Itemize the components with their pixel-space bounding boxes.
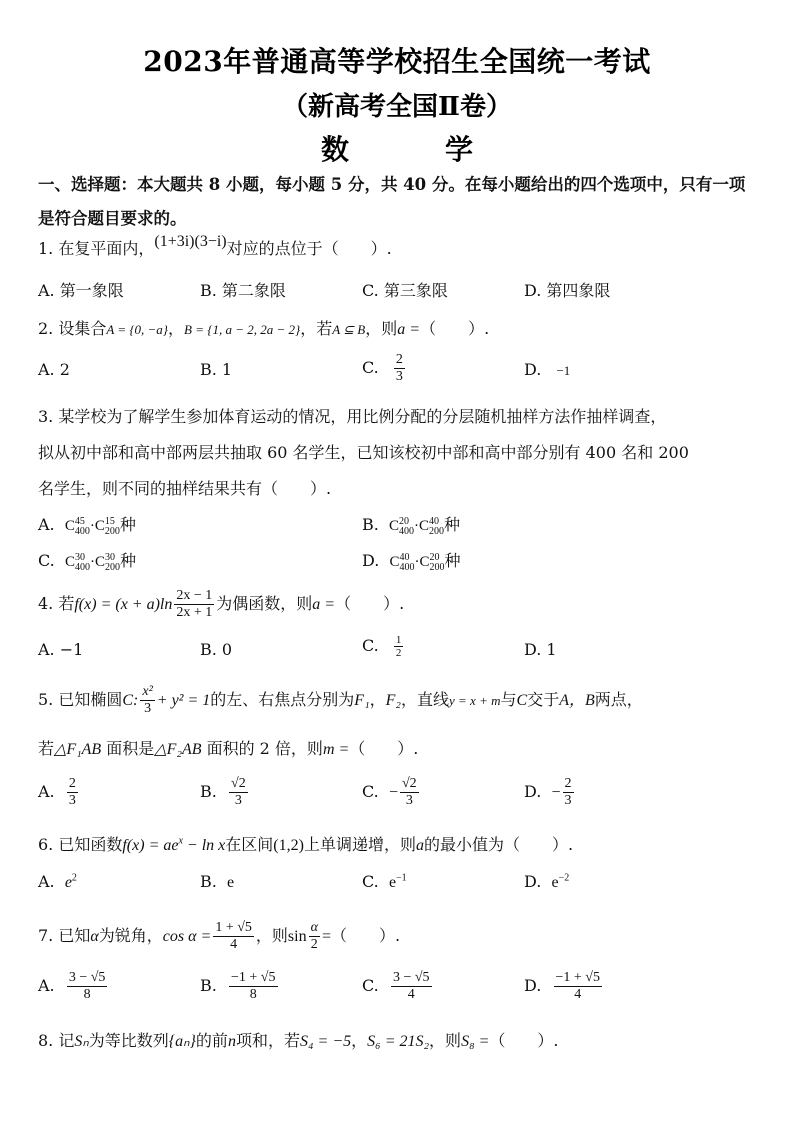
q2-mid2: ，则 <box>365 319 398 338</box>
q7-suffix: （ ）. <box>330 926 401 945</box>
q2-prefix: 2. 设集合 <box>38 319 107 338</box>
q5-c-num: √2 <box>401 776 417 791</box>
q2-option-c-fraction <box>394 352 405 385</box>
q1-option-a[interactable]: A. 第一象限 <box>38 281 124 300</box>
q8-n: n <box>227 1033 236 1050</box>
subject-title: 数学 <box>320 133 569 166</box>
q7-cos-fraction <box>213 920 254 953</box>
q1-option-d[interactable]: D. 第四象限 <box>524 281 611 300</box>
q3-c-label: C. <box>38 551 55 570</box>
q4-suffix: （ ）. <box>335 594 405 613</box>
q5-d-label: D. <box>524 782 542 801</box>
q7-b-num: −1 + √5 <box>231 970 276 985</box>
q8-prefix: 8. 记 <box>38 1031 75 1050</box>
q7-alpha: α <box>90 928 99 945</box>
q2-mid: ，若 <box>300 319 333 338</box>
q5-ellipse-post: + y² = 1 <box>156 692 211 709</box>
q7-option-c[interactable] <box>362 970 434 1003</box>
q5-mid2: ，直线 <box>401 690 450 709</box>
q7-b-label: B. <box>200 976 217 995</box>
q5-b-num: √2 <box>231 776 246 791</box>
q5-option-b[interactable] <box>200 776 250 809</box>
q5-points: A，B <box>559 692 595 709</box>
q5-ellipse-pre: C: <box>122 692 139 709</box>
question-5-line-1 <box>38 684 643 717</box>
q7-d-fraction <box>554 970 602 1003</box>
q3-b-c2-bot: 200 <box>429 525 445 537</box>
q3-a-c2-top: 15 <box>104 515 115 527</box>
q3-c-unit: 种 <box>119 551 136 570</box>
q7-option-d[interactable] <box>524 970 604 1003</box>
q8-mid3: 项和，若 <box>235 1031 300 1050</box>
question-7 <box>38 920 400 953</box>
q5-ellipse-num: x² <box>142 684 153 699</box>
q4-option-c[interactable] <box>362 634 405 659</box>
q6-c-label: C. <box>362 872 379 891</box>
q5-mid3: 与 <box>500 690 517 709</box>
q5-d-fraction <box>563 776 574 809</box>
q7-d-label: D. <box>524 976 542 995</box>
q7-a-fraction <box>67 970 108 1003</box>
q5-a-fraction <box>67 776 78 809</box>
q3-option-b[interactable]: B. C 20 400 ·C 40 200 种 <box>362 515 461 537</box>
q3-option-a[interactable]: A. C 45 400 ·C 15 200 种 <box>38 515 136 537</box>
q2-option-c-label: C. <box>362 358 379 377</box>
q6-a-base: e <box>64 874 72 891</box>
q3-a-c2-bot: 200 <box>104 525 120 537</box>
q6-b-base: e <box>227 874 235 891</box>
q2-suffix: （ ）. <box>420 319 490 338</box>
q6-suffix: 的最小值为（ ）. <box>423 835 574 854</box>
q4-frac-num: 2x − 1 <box>176 588 213 603</box>
q3-b-c1-bot: 400 <box>399 525 415 537</box>
question-2 <box>38 316 489 339</box>
q3-d-unit: 种 <box>444 551 461 570</box>
q3-c-c2-top: 30 <box>104 551 115 563</box>
q6-a: a <box>415 837 424 854</box>
q6-option-d[interactable] <box>524 872 569 892</box>
q5-ask: m = <box>322 741 350 758</box>
q7-d-den: 4 <box>574 987 582 1002</box>
q7-prefix: 7. 已知 <box>38 926 91 945</box>
q2-option-b[interactable]: B. 1 <box>200 360 233 379</box>
q3-option-d[interactable]: D. C 40 400 ·C 20 200 种 <box>362 551 461 573</box>
q7-cos: cos α = <box>162 928 212 945</box>
q3-a-c1-bot: 400 <box>74 525 90 537</box>
question-1 <box>38 233 392 259</box>
q7-sin-num: α <box>310 920 318 935</box>
q2-option-d[interactable] <box>524 360 570 379</box>
q6-option-b[interactable] <box>200 872 234 892</box>
q6-b-label: B. <box>200 872 217 891</box>
q2-c-den: 3 <box>395 369 403 384</box>
q3-c-c1-top: 30 <box>74 551 85 563</box>
q7-eq: = <box>321 928 331 945</box>
q6-d-exp: −2 <box>558 872 570 884</box>
q4-c-num: 1 <box>395 634 402 646</box>
q5-c-fraction <box>400 776 419 809</box>
q5-a-den: 3 <box>68 793 76 808</box>
q4-option-d[interactable]: D. 1 <box>524 640 557 659</box>
q3-d-c2-bot: 200 <box>429 561 445 573</box>
q6-option-a[interactable] <box>38 872 77 892</box>
q5-f1: F₁ <box>354 692 370 709</box>
q7-c-label: C. <box>362 976 379 995</box>
q5-c-sign: − <box>388 784 398 801</box>
q6-expr: f(x) = ae <box>122 837 179 854</box>
q5-line2-mid2: 面积的 2 倍，则 <box>201 739 323 758</box>
q7-c-num: 3 − √5 <box>392 970 430 985</box>
q5-d-num: 2 <box>564 776 572 791</box>
q4-option-a[interactable]: A. −1 <box>38 640 84 659</box>
q7-cos-num: 1 + √5 <box>215 920 252 935</box>
q3-c-c1-bot: 400 <box>74 561 90 573</box>
q7-d-num: −1 + √5 <box>555 970 600 985</box>
q6-expr2: − ln x <box>182 837 226 854</box>
q2-c-num: 2 <box>395 352 403 367</box>
q1-expr: (1+3i)(3−i) <box>154 233 227 250</box>
q5-mid1: 的左、右焦点分别为 <box>210 690 355 709</box>
q6-option-c[interactable] <box>362 872 407 892</box>
q3-b-c2-top: 40 <box>429 515 440 527</box>
q3-d-c1-top: 40 <box>399 551 410 563</box>
q7-sin: sin <box>287 928 307 945</box>
q5-option-c[interactable] <box>362 776 421 809</box>
q5-option-a[interactable] <box>38 776 80 809</box>
q3-b-unit: 种 <box>444 515 461 534</box>
q7-mid: 为锐角， <box>98 926 163 945</box>
question-4 <box>38 588 404 621</box>
q4-fraction <box>174 588 214 621</box>
question-6 <box>38 832 573 855</box>
q6-a-exp: 2 <box>71 872 77 884</box>
q5-d-sign: − <box>551 784 561 801</box>
q6-interval: (1,2) <box>273 837 304 854</box>
q2-option-c[interactable] <box>362 352 407 385</box>
q6-c-exp: −1 <box>396 872 407 884</box>
q1-suffix: 对应的点位于（ ）. <box>226 239 392 258</box>
q2-option-a[interactable]: A. 2 <box>38 360 70 379</box>
q5-mid5: 两点， <box>594 690 643 709</box>
q4-c-den: 2 <box>395 647 402 659</box>
exam-subtitle: （新高考全国Ⅱ卷） <box>282 92 512 122</box>
q4-option-b[interactable]: B. 0 <box>200 640 233 659</box>
q4-expr: f(x) = (x + a)ln <box>74 596 173 613</box>
q4-ask: a = <box>312 596 336 613</box>
q6-exp: x <box>178 835 183 847</box>
q3-a-c1-top: 45 <box>74 515 85 527</box>
q5-tri2: △F₂AB <box>154 741 202 758</box>
q2-cond: A ⊆ B <box>332 322 366 337</box>
exam-title: 2023年普通高等学校招生全国统一考试 <box>143 45 651 78</box>
q7-c-fraction <box>391 970 432 1003</box>
q6-d-label: D. <box>524 872 542 891</box>
q7-b-fraction <box>229 970 277 1003</box>
q4-frac-den: 2x + 1 <box>176 605 213 620</box>
q5-tri1: △F₁AB <box>54 741 102 758</box>
q7-mid2: ，则 <box>255 926 288 945</box>
q7-sin-fraction <box>309 920 320 953</box>
q4-mid: 为偶函数，则 <box>216 594 313 613</box>
q7-a-label: A. <box>38 976 55 995</box>
q5-c-label: C. <box>362 782 379 801</box>
q8-mid2: 的前 <box>195 1031 228 1050</box>
q5-ellipse-den: 3 <box>144 701 152 716</box>
q3-b-c1-top: 20 <box>399 515 410 527</box>
q8-mid4: ，则 <box>429 1031 462 1050</box>
q5-a-num: 2 <box>68 776 76 791</box>
question-3-line-2: 拟从初中部和高中部两层共抽取 60 名学生，已知该校初中部和高中部分别有 400 名和 200 <box>38 443 689 462</box>
q8-suffix: （ ）. <box>489 1031 559 1050</box>
question-8 <box>38 1028 559 1051</box>
q6-prefix: 6. 已知函数 <box>38 835 123 854</box>
q2-set-b: B = {1, a − 2, 2a − 2} <box>184 322 301 337</box>
q5-line2-pre: 若 <box>38 739 55 758</box>
q5-ellipse-fraction <box>140 684 154 717</box>
q7-b-den: 8 <box>249 987 257 1002</box>
q5-b-label: B. <box>200 782 217 801</box>
q8-sn: Sₙ <box>74 1033 89 1050</box>
q5-d-den: 3 <box>564 793 572 808</box>
question-5-line-2 <box>38 736 418 759</box>
q5-b-fraction <box>229 776 248 809</box>
q3-a-label: A. <box>38 515 55 534</box>
q6-c-base: e <box>388 874 397 891</box>
q5-line2-mid: 面积是 <box>101 739 155 758</box>
q3-option-c[interactable]: C. C 30 400 ·C 30 200 种 <box>38 551 136 573</box>
q7-a-num: 3 − √5 <box>68 970 106 985</box>
q7-option-a[interactable] <box>38 970 109 1003</box>
q7-cos-den: 4 <box>230 937 238 952</box>
q5-a-label: A. <box>38 782 55 801</box>
q7-a-den: 8 <box>83 987 91 1002</box>
section-heading: 一、选择题：本大题共 8 小题，每小题 5 分，共 40 分。在每小题给出的四个选项中，只有一项是符合题目要求的。 <box>38 175 746 228</box>
q5-sep: ， <box>369 690 386 709</box>
question-3-line-1: 3. 某学校为了解学生参加体育运动的情况，用比例分配的分层随机抽样方法作抽样调查， <box>38 407 667 426</box>
q2-ask: a = <box>397 321 421 338</box>
q5-mid4: 交于 <box>527 690 560 709</box>
q6-mid: 在区间 <box>225 835 274 854</box>
question-3-line-3: 名学生，则不同的抽样结果共有（ ）. <box>38 479 332 498</box>
q8-s6: S₆ = 21S₂ <box>367 1033 430 1050</box>
q1-option-c[interactable]: C. 第三象限 <box>362 281 448 300</box>
q8-mid: 为等比数列 <box>88 1031 169 1050</box>
q5-c-den: 3 <box>405 793 413 808</box>
q5-option-d[interactable] <box>524 776 576 809</box>
q8-s8: S₈ = <box>461 1033 490 1050</box>
q3-d-label: D. <box>362 551 380 570</box>
q1-prefix: 1. 在复平面内， <box>38 239 155 258</box>
q7-sin-den: 2 <box>310 937 318 952</box>
q6-mid2: 上单调递增，则 <box>303 835 416 854</box>
q5-suffix: （ ）. <box>349 739 419 758</box>
q2-set-a: A = {0, −a} <box>106 322 169 337</box>
q7-c-den: 4 <box>407 987 415 1002</box>
q6-d-base: e <box>551 874 559 891</box>
q3-d-c1-bot: 400 <box>399 561 415 573</box>
q5-line-eq: y = x + m <box>449 693 501 708</box>
q5-b-den: 3 <box>234 793 242 808</box>
q8-seq: {aₙ} <box>168 1033 196 1050</box>
q2-option-d-value: −1 <box>556 363 571 378</box>
q3-d-c2-top: 20 <box>429 551 440 563</box>
q2-sep: ， <box>168 319 185 338</box>
q8-s4: S₄ = −5 <box>299 1033 352 1050</box>
q2-option-d-label: D. <box>524 360 542 379</box>
q3-a-unit: 种 <box>119 515 136 534</box>
q5-prefix: 5. 已知椭圆 <box>38 690 123 709</box>
q4-prefix: 4. 若 <box>38 594 75 613</box>
q7-option-b[interactable] <box>200 970 280 1003</box>
q8-sep: ， <box>351 1031 368 1050</box>
q4-option-c-fraction <box>394 634 404 659</box>
q6-a-label: A. <box>38 872 55 891</box>
q1-option-b[interactable]: B. 第二象限 <box>200 281 286 300</box>
q3-b-label: B. <box>362 515 379 534</box>
q3-c-c2-bot: 200 <box>104 561 120 573</box>
q5-c: C <box>516 692 528 709</box>
q5-f2: F₂ <box>385 692 401 709</box>
q4-option-c-label: C. <box>362 636 379 655</box>
